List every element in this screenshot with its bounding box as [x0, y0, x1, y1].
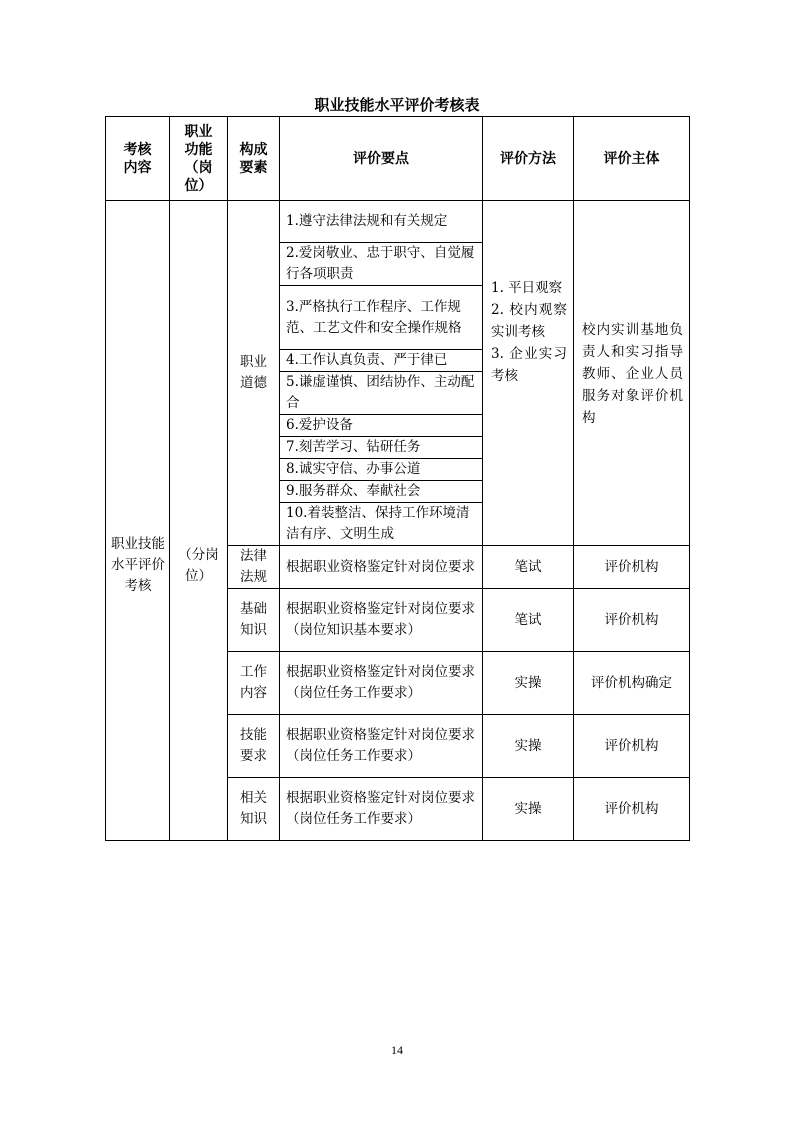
- point-cell: 根据职业资格鉴定针对岗位要求（岗位知识基本要求）: [280, 589, 483, 652]
- ethics-method: 1. 平日观察 2. 校内观察实训考核 3. 企业实习考核: [483, 201, 574, 546]
- point-cell: 根据职业资格鉴定针对岗位要求（岗位任务工作要求）: [280, 715, 483, 778]
- method-cell: 实操: [483, 652, 574, 715]
- ethics-point: 3.严格执行工作程序、工作规范、工艺文件和安全操作规格: [280, 286, 483, 350]
- method-cell: 实操: [483, 778, 574, 841]
- page-number: 14: [391, 1043, 403, 1057]
- method-cell: 笔试: [483, 546, 574, 589]
- header-method: 评价方法: [483, 117, 574, 201]
- ethics-point: 2.爱岗敬业、忠于职守、自觉履行各项职责: [280, 243, 483, 286]
- header-content: 考核内容: [106, 117, 170, 201]
- header-element: 构成要素: [228, 117, 280, 201]
- element-cell: 基础知识: [228, 589, 280, 652]
- point-cell: 根据职业资格鉴定针对岗位要求: [280, 546, 483, 589]
- content-cell: 职业技能水平评价考核: [106, 201, 170, 841]
- subject-cell: 评价机构: [574, 589, 690, 652]
- header-row: [106, 117, 690, 201]
- subject-cell: 评价机构: [574, 778, 690, 841]
- page-title: 职业技能水平评价考核表: [314, 96, 480, 114]
- point-cell: 根据职业资格鉴定针对岗位要求（岗位任务工作要求）: [280, 778, 483, 841]
- function-cell: （分岗位）: [170, 201, 228, 841]
- element-cell: 法律法规: [228, 546, 280, 589]
- ethics-element: 职业道德: [228, 201, 280, 546]
- ethics-subject: 校内实训基地负责人和实习指导教师、企业人员服务对象评价机构: [574, 201, 690, 546]
- evaluation-table: [105, 116, 690, 841]
- header-points: 评价要点: [280, 117, 483, 201]
- header-subject: 评价主体: [574, 117, 690, 201]
- ethics-point: 6.爱护设备: [280, 415, 483, 437]
- element-cell: 技能要求: [228, 715, 280, 778]
- element-cell: 工作内容: [228, 652, 280, 715]
- ethics-point: 1.遵守法律法规和有关规定: [280, 201, 483, 243]
- subject-cell: 评价机构: [574, 715, 690, 778]
- ethics-point: 4.工作认真负责、严于律已: [280, 350, 483, 372]
- method-cell: 实操: [483, 715, 574, 778]
- ethics-point: 5.谦虚谨慎、团结协作、主动配合: [280, 372, 483, 415]
- subject-cell: 评价机构: [574, 546, 690, 589]
- ethics-point: 7.刻苦学习、钻研任务: [280, 437, 483, 459]
- ethics-point: 8.诚实守信、办事公道: [280, 459, 483, 481]
- element-cell: 相关知识: [228, 778, 280, 841]
- point-cell: 根据职业资格鉴定针对岗位要求（岗位任务工作要求）: [280, 652, 483, 715]
- table-row: [106, 201, 690, 243]
- subject-cell: 评价机构确定: [574, 652, 690, 715]
- ethics-point: 9.服务群众、奉献社会: [280, 481, 483, 503]
- method-cell: 笔试: [483, 589, 574, 652]
- ethics-point: 10.着装整洁、保持工作环境清洁有序、文明生成: [280, 503, 483, 546]
- header-function: 职业功能（岗位）: [170, 117, 228, 201]
